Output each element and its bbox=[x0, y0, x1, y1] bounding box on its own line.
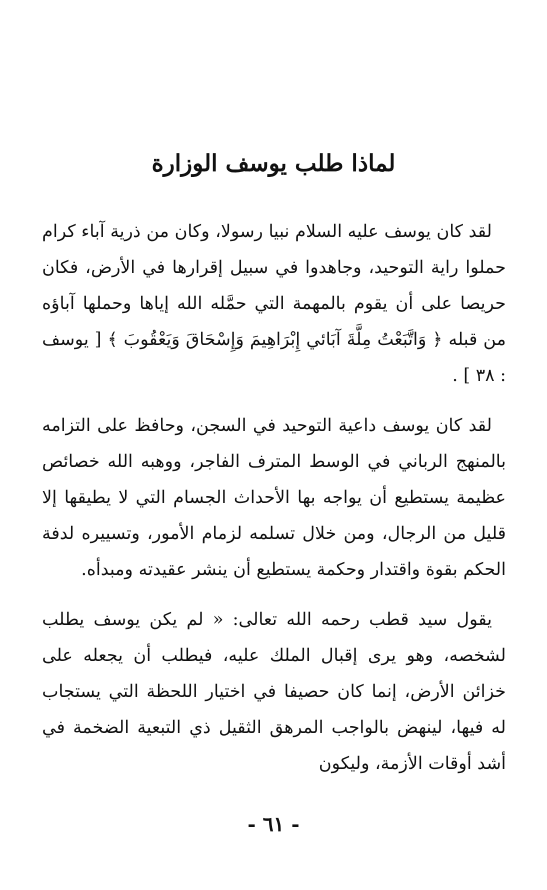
paragraph-3-text: يقول سيد قطب رحمه الله تعالى: « لم يكن يوسف يطلب لشخصه، وهو يرى إقبال الملك عليه، فيطلب أن يجعله على خزائن الأرض، إنما كان حصيفا في اختيار اللحظة التي يستجاب له فيها، لينهض بالواجب المرهق الثقيل ذي التبعية الضخمة في أشد أوقات الأزمة، وليكون bbox=[42, 610, 506, 774]
chapter-title: لماذا طلب يوسف الوزارة bbox=[151, 150, 396, 177]
page-number: - ٦١ - bbox=[247, 812, 300, 836]
paragraph-2-text: لقد كان يوسف داعية التوحيد في السجن، وحافظ على التزامه بالمنهج الرباني في الوسط المترف الفاجر، ووهبه الله خصائص عظيمة يستطيع أن يواجه بها الأحداث الجسام التي لا يطيقها إلا قليل من الرجال، ومن خلال تسلمه لزمام الأمور، وتسييره لدفة الحكم بقوة واقتدار وحكمة يستطيع أن ينشر عقيدته ومبدأه. bbox=[42, 416, 506, 580]
paragraph-1 bbox=[42, 214, 506, 394]
body-text bbox=[42, 214, 506, 782]
paragraph-3 bbox=[42, 602, 506, 782]
paragraph-2 bbox=[42, 408, 506, 588]
paragraph-1-text: لقد كان يوسف عليه السلام نبيا رسولا، وكان من ذرية آباء كرام حملوا راية التوحيد، وجاهدوا في سبيل إقرارها في الأرض، فكان حريصا على أن يقوم بالمهمة التي حمَّله الله إياها وحملها آباؤه من قبله ﴿ وَاتَّبَعْتُ مِلَّةَ آبَائي إِبْرَاهِيمَ وَإِسْحَاقَ وَيَعْقُوبَ ﴾ [ يوسف : ٣٨ ] . bbox=[42, 222, 506, 386]
